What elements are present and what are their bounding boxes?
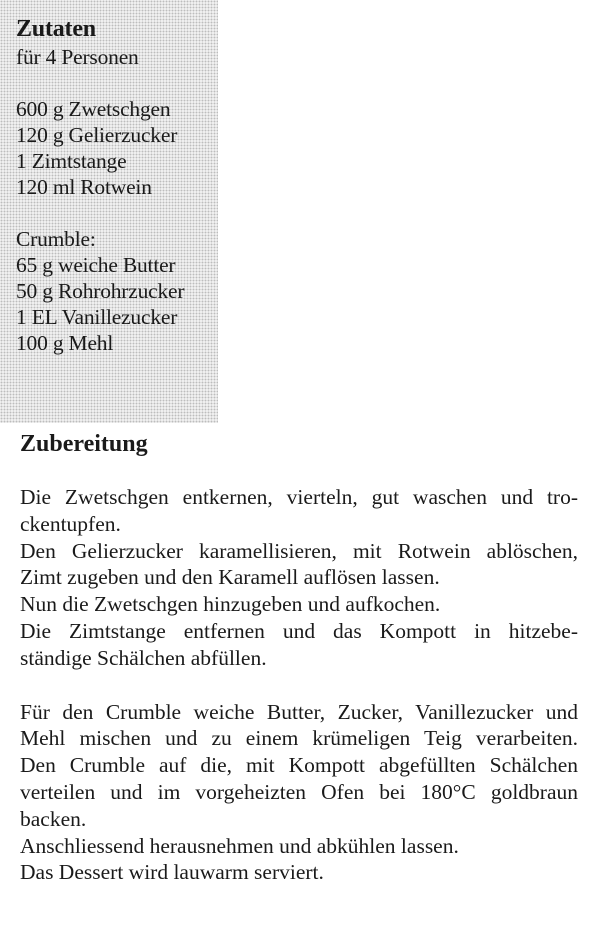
text-line: verteilen und im vorgeheizten Ofen bei 180°C goldbraun xyxy=(20,779,578,804)
text-line: Die Zwetschgen entkernen, vierteln, gut waschen und tro- xyxy=(20,485,578,509)
crumble-item: 100 g Mehl xyxy=(16,331,114,355)
crumble-item: 1 EL Vanillezucker xyxy=(16,305,178,329)
text-line: backen. xyxy=(20,806,87,831)
servings-text: für 4 Personen xyxy=(16,45,139,69)
text-line: ckentupfen. xyxy=(20,511,121,536)
spacer xyxy=(16,70,184,96)
crumble-item: 50 g Rohrohrzucker xyxy=(16,279,185,303)
text-line: Die Zimtstange entfernen und das Kompott in hitzebe- xyxy=(20,618,578,643)
text-line: Mehl mischen und zu einem krümeligen Teig verarbeiten. xyxy=(20,726,578,751)
ingredient-item: 1 Zimtstange xyxy=(16,149,127,173)
ingredients-title: Zutaten xyxy=(16,16,96,42)
preparation-section xyxy=(20,424,578,886)
text-line: Den Gelierzucker karamellisieren, mit Rotwein ablöschen, xyxy=(20,538,578,563)
ingredients-box xyxy=(0,0,218,423)
preparation-title: Zubereitung xyxy=(20,431,148,457)
crumble-item: 65 g weiche Butter xyxy=(16,253,176,277)
spacer xyxy=(20,672,578,699)
text-line: Den Crumble auf die, mit Kompott abgefüllten Schälchen xyxy=(20,753,578,778)
crumble-label: Crumble: xyxy=(16,227,96,251)
ingredient-item: 600 g Zwetschgen xyxy=(16,97,171,121)
text-line: Das Dessert wird lauwarm serviert. xyxy=(20,860,324,885)
text-line: Nun die Zwetschgen hinzugeben und aufkochen. xyxy=(20,592,441,617)
preparation-paragraph-2 xyxy=(20,699,578,887)
text-line: Anschliessend herausnehmen und abkühlen lassen. xyxy=(20,833,459,858)
ingredients-list xyxy=(16,14,184,356)
ingredient-item: 120 ml Rotwein xyxy=(16,175,152,199)
text-line: ständige Schälchen abfüllen. xyxy=(20,645,267,670)
preparation-paragraph-1 xyxy=(20,484,578,672)
text-line: Zimt zugeben und den Karamell auflösen lassen. xyxy=(20,565,440,590)
text-line: Für den Crumble weiche Butter, Zucker, Vanillezucker und xyxy=(20,699,578,724)
ingredient-item: 120 g Gelierzucker xyxy=(16,123,178,147)
spacer xyxy=(16,200,184,226)
